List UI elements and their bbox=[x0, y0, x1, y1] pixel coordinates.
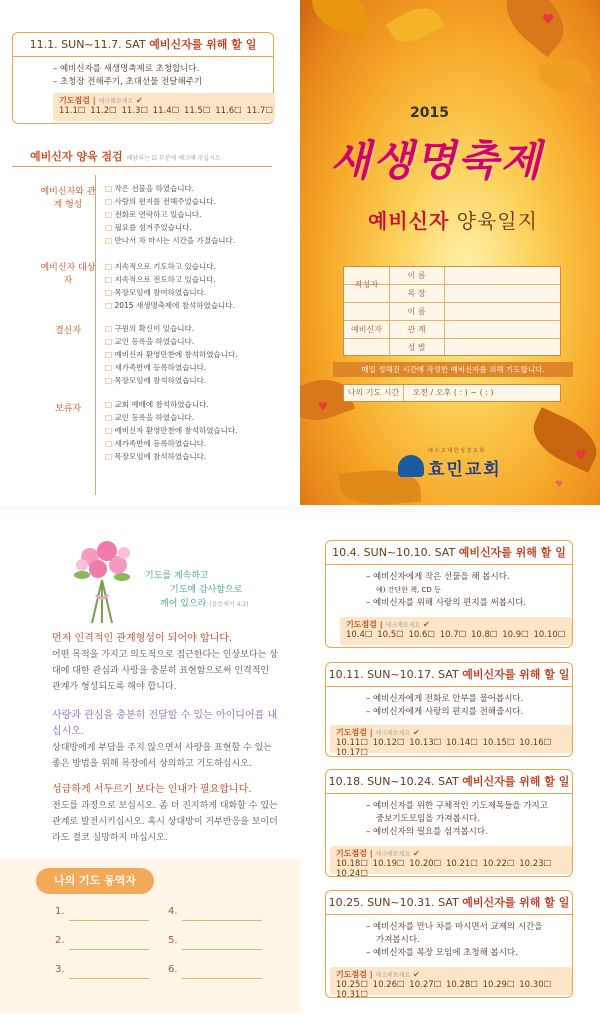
form-input-area[interactable] bbox=[445, 267, 562, 357]
quote-line: 기도에 감사함으로 bbox=[170, 585, 243, 595]
check-item[interactable]: □ 만나서 차 마시는 시간을 가졌습니다. bbox=[105, 234, 235, 247]
check-days[interactable]: 11.1☐ 11.2☐ 11.3☐ 11.4☐ 11.5☐ 11.6☐ 11.7☐ bbox=[59, 106, 274, 116]
check-days[interactable]: 10.4☐ 10.5☐ 10.6☐ 10.7☐ 10.8☐ 10.9☐ 10.10☐ bbox=[346, 630, 566, 640]
prayer-check-bar bbox=[330, 846, 572, 879]
flower-bouquet-icon bbox=[62, 535, 142, 625]
check-item[interactable]: □ 지속적으로 기도하고 있습니다. bbox=[105, 260, 235, 273]
check-days[interactable]: 10.11☐ 10.12☐ 10.13☐ 10.14☐ 10.15☐ 10.16☐ 10.17☐ bbox=[336, 738, 552, 758]
check-item[interactable]: □ 목장모임에 참여하였습니다. bbox=[105, 286, 235, 299]
check-item[interactable]: □ 교인 등록을 하였습니다. bbox=[105, 411, 238, 424]
church-logo bbox=[398, 448, 518, 481]
form-label-candidate: 예비신자 bbox=[351, 325, 382, 334]
week-line: – 예비신자를 목장 모임에 초청해 봅시다. bbox=[366, 948, 518, 958]
category-label: 예비신자와 관계 형성 bbox=[40, 187, 96, 210]
paragraph-heading: 먼저 인격적인 관계형성이 되어야 합니다. bbox=[52, 633, 233, 644]
week-line: – 예비신자에게 전화로 안부를 물어봅시다. bbox=[366, 694, 524, 704]
prayer-partner-field[interactable]: 1. bbox=[55, 906, 65, 917]
prayer-instruction-strip: 매일 정해진 시간에 작정한 예비신자를 위해 기도합니다. bbox=[333, 362, 573, 377]
week-line: 가져봅시다. bbox=[376, 935, 420, 945]
week-title: 10.18. SUN~10.24. SAT 예비신자를 위해 할 일 bbox=[326, 770, 572, 794]
week-box-nov bbox=[12, 32, 274, 124]
category-label: 보류자 bbox=[54, 404, 82, 414]
category-label: 결신자 bbox=[54, 326, 82, 336]
heart-icon: ♥ bbox=[542, 12, 555, 28]
guidance-paragraph bbox=[52, 631, 280, 695]
church-name: 효민교회 bbox=[428, 460, 502, 480]
form-label-name: 이 름 bbox=[407, 271, 426, 280]
nurture-title: 예비신자 양육 점검 해당되는 ☑ 부분에 체크해 주십시오 bbox=[30, 150, 221, 163]
prayer-partner-field[interactable]: 2. bbox=[55, 935, 65, 946]
time-value: 오전 / 오후 ( : ) ~ ( : ) bbox=[412, 388, 494, 397]
week-date: 11.1. SUN~11.7. SAT bbox=[29, 38, 146, 51]
paragraph-body: 어떤 목적을 가지고 의도적으로 접근한다는 인상보다는 상대에 대한 관심과 사랑을 충분히 표현함으로써 인격적인 관계가 형성되도록 해야 합니다. bbox=[52, 650, 278, 692]
week-lines bbox=[366, 921, 542, 960]
check-item[interactable]: □ 교인 등록을 하였습니다. bbox=[105, 335, 238, 348]
prayer-check-bar bbox=[340, 617, 572, 645]
check-item[interactable]: □ 새가족반에 등록하였습니다. bbox=[105, 437, 238, 450]
week-box bbox=[325, 890, 573, 998]
quote-line: 기도를 계속하고 bbox=[145, 571, 209, 581]
form-label-relation: 관 계 bbox=[407, 325, 426, 334]
week-line: 예) 간단한 책, CD 등 bbox=[376, 586, 441, 594]
week-title-text: 예비신자를 위해 할 일 bbox=[149, 38, 257, 51]
week-line: – 예비신자를 새생명축제로 초청합니다. bbox=[53, 64, 200, 74]
form-label-writer: 작성자 bbox=[354, 280, 379, 289]
week-line: – 예비신자에게 사랑의 편지를 전해줍시다. bbox=[366, 707, 524, 717]
diary-title-red: 예비신자 bbox=[368, 209, 450, 233]
week-title bbox=[13, 33, 273, 57]
guidance-paragraph bbox=[52, 708, 280, 772]
check-item[interactable]: □ 전화로 연락하고 있습니다. bbox=[105, 208, 235, 221]
cover-panel bbox=[300, 0, 600, 508]
paragraph-heading: 성급하게 서두르기 보다는 인내가 필요합니다. bbox=[52, 784, 252, 795]
check-item[interactable]: □ 지속적으로 전도하고 있습니다. bbox=[105, 273, 235, 286]
prayer-check-bar bbox=[53, 93, 275, 121]
week-line: – 예비신자의 필요를 섬겨봅시다. bbox=[366, 827, 488, 837]
form-label-name: 이 름 bbox=[407, 307, 426, 316]
prayer-partner-field[interactable]: 6. bbox=[168, 964, 178, 975]
church-subtitle: 예 수 교 대 한 성 결 교 회 bbox=[428, 448, 485, 454]
paragraph-heading: 사랑과 관심을 충분히 전달할 수 있는 아이디어를 내십시오. bbox=[52, 710, 278, 737]
prayer-partner-title: 나의 기도 동역자 bbox=[36, 868, 154, 894]
week-box bbox=[325, 662, 573, 757]
week-box bbox=[325, 540, 573, 648]
check-item[interactable]: □ 필요를 섬겨주었습니다. bbox=[105, 221, 235, 234]
check-days[interactable]: 10.25☐ 10.26☐ 10.27☐ 10.28☐ 10.29☐ 10.30☐ 10.31☐ bbox=[336, 980, 552, 1000]
diary-title-brown: 양육일지 bbox=[456, 209, 538, 233]
leaf-decoration bbox=[538, 56, 592, 94]
week-line: – 예비신자를 위해 사랑의 편지를 써봅시다. bbox=[366, 598, 527, 608]
check-item[interactable]: □ 2015 새생명축제에 참석하였습니다. bbox=[105, 299, 235, 312]
checklist bbox=[105, 398, 238, 463]
check-title: 기도점검 | 체크해보세요 ✔ bbox=[336, 970, 420, 979]
check-item[interactable]: □ 목장모임에 참석하였습니다. bbox=[105, 374, 238, 387]
check-title: 기도점검 | 체크해보세요 ✔ bbox=[336, 728, 420, 737]
divider bbox=[12, 166, 272, 167]
week-lines bbox=[366, 800, 548, 839]
scripture-quote bbox=[145, 569, 249, 612]
week-lines bbox=[366, 693, 523, 719]
check-item[interactable]: □ 새가족반에 등록하였습니다. bbox=[105, 361, 238, 374]
heart-icon: ♥ bbox=[318, 400, 328, 413]
time-label: 나의 기도 시간 bbox=[344, 385, 404, 401]
quote-reference: (골로새서 4:2) bbox=[209, 601, 249, 608]
week-box bbox=[325, 769, 573, 877]
prayer-partner-field[interactable]: 3. bbox=[55, 964, 65, 975]
leaf-decoration bbox=[386, 0, 444, 50]
check-days[interactable]: 10.18☐ 10.19☐ 10.20☐ 10.21☐ 10.22☐ 10.23☐ 10.24☐ bbox=[336, 859, 552, 879]
fold-divider bbox=[0, 505, 600, 513]
check-item[interactable]: □ 작은 선물을 하였습니다. bbox=[105, 182, 235, 195]
week-title: 10.25. SUN~10.31. SAT 예비신자를 위해 할 일 bbox=[326, 891, 572, 915]
checklist bbox=[105, 182, 235, 247]
form-label-group: 목 장 bbox=[407, 289, 426, 298]
prayer-check-bar bbox=[330, 967, 572, 1000]
week-line: 중보기도모임을 가져봅시다. bbox=[376, 814, 480, 824]
cover-festival-title: 새생명축제 bbox=[330, 136, 543, 185]
week-line: – 예비신자를 만나 차를 마시면서 교제의 시간을 bbox=[366, 922, 543, 932]
prayer-time-row[interactable] bbox=[343, 384, 561, 402]
check-item[interactable]: □ 예비신자 환영만찬에 참석하였습니다. bbox=[105, 424, 238, 437]
check-item[interactable]: □ 사랑의 편지를 전해주었습니다. bbox=[105, 195, 235, 208]
prayer-check-bar bbox=[330, 725, 572, 758]
week-lines bbox=[53, 63, 202, 89]
check-title: 기도점검 | 체크해보세요 ✔ bbox=[336, 849, 420, 858]
info-form bbox=[343, 266, 561, 356]
leaf-decoration bbox=[525, 407, 600, 473]
form-label-gender: 성 별 bbox=[407, 343, 426, 352]
left-column bbox=[0, 0, 300, 508]
week-title: 10.4. SUN~10.10. SAT 예비신자를 위해 할 일 bbox=[326, 541, 572, 565]
prayer-partner-field[interactable]: 4. bbox=[168, 906, 178, 917]
guidance-paragraph bbox=[52, 782, 280, 846]
category-label: 예비신자 대상자 bbox=[40, 263, 96, 286]
heart-icon: ♥ bbox=[555, 480, 564, 490]
week-lines bbox=[366, 571, 526, 610]
checklist bbox=[105, 322, 238, 387]
check-item[interactable]: □ 구원의 확신이 있습니다. bbox=[105, 322, 238, 335]
heart-icon: ♥ bbox=[575, 448, 588, 464]
quote-line: 깨어 있으라 (골로새서 4:2) bbox=[160, 599, 249, 609]
paragraph-body: 전도를 과정으로 보십시오. 좀 더 진지하게 대화할 수 있는 관계로 발전시키십시오. 혹시 상대방이 거부반응을 보이더라도 결코 실망하지 마십시오. bbox=[52, 801, 278, 843]
paragraph-body: 상대방에게 부담을 주지 않으면서 사랑을 표현할 수 있는 좋은 방법을 위해 목장에서 상의하고 기도하십시오. bbox=[52, 743, 272, 769]
week-line: – 예비신자를 위한 구체적인 기도제목들을 가지고 bbox=[366, 801, 548, 811]
cover-diary-title bbox=[368, 205, 538, 234]
prayer-partner-field[interactable]: 5. bbox=[168, 935, 178, 946]
check-title: 기도점검 | 체크해보세요 ✔ bbox=[59, 96, 143, 105]
nurture-subtitle: 해당되는 ☑ 부분에 체크해 주십시오 bbox=[126, 155, 221, 162]
week-line: – 예비신자에게 작은 선물을 해 봅시다. bbox=[366, 572, 510, 582]
week-line: – 초청장 전해주기, 초대선물 전달해주기 bbox=[53, 77, 203, 87]
week-title: 10.11. SUN~10.17. SAT 예비신자를 위해 할 일 bbox=[326, 663, 572, 687]
check-title: 기도점검 | 체크해보세요 ✔ bbox=[346, 620, 430, 629]
check-item[interactable]: □ 목장모임에 참석하였습니다. bbox=[105, 450, 238, 463]
check-item[interactable]: □ 예비신자 환영만찬에 참석하였습니다. bbox=[105, 348, 238, 361]
leaf-decoration bbox=[494, 0, 577, 57]
leaf-decoration bbox=[305, 0, 375, 39]
checklist bbox=[105, 260, 235, 312]
church-emblem-icon bbox=[398, 455, 424, 477]
check-item[interactable]: □ 교회 예배에 참석하였습니다. bbox=[105, 398, 238, 411]
cover-year: 2015 bbox=[410, 105, 449, 121]
